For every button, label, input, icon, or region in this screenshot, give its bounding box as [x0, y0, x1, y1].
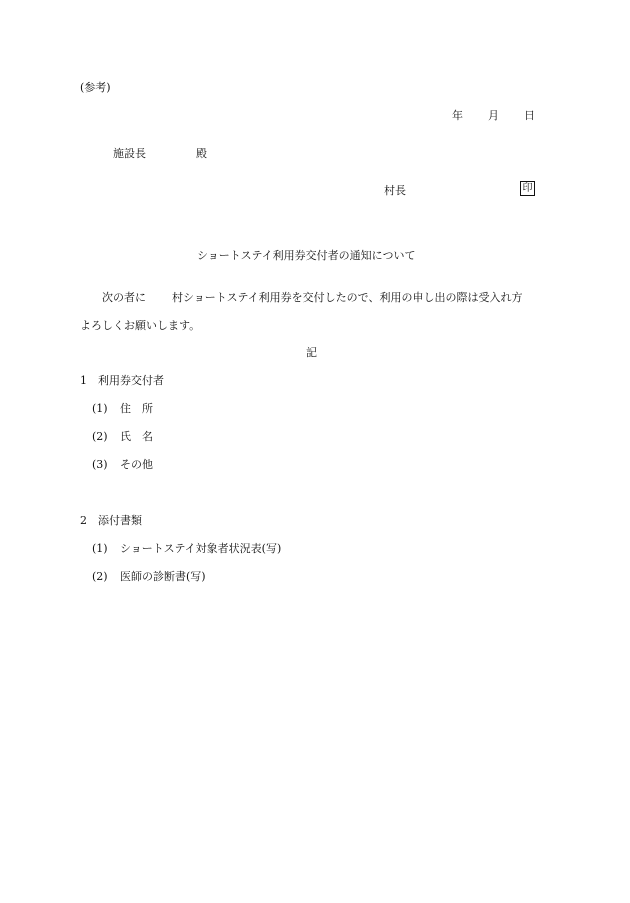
- item-label: 氏 名: [120, 430, 153, 443]
- item-number: (3): [92, 458, 108, 471]
- document-subject: ショートステイ利用券交付者の通知について: [197, 249, 416, 262]
- addressee-name: 施設長: [113, 147, 146, 160]
- ki-marker: 記: [306, 346, 317, 359]
- item-label: ショートステイ対象者状況表(写): [120, 542, 282, 555]
- section2-item: [92, 543, 281, 554]
- date-month: 月: [488, 109, 499, 122]
- section1-item: [92, 403, 153, 414]
- addressee-honorific: 殿: [196, 147, 207, 160]
- body-text-line2: よろしくお願いします。: [80, 319, 201, 332]
- item-label: 住 所: [120, 402, 153, 415]
- date-day: 日: [524, 109, 535, 122]
- section2-title: 2 添付書類: [80, 514, 142, 527]
- sender-name: 村長: [384, 184, 406, 197]
- item-label: その他: [120, 458, 153, 471]
- seal-stamp: 印: [520, 181, 535, 196]
- date-year: 年: [452, 109, 463, 122]
- section1-title: 1 利用券交付者: [80, 374, 164, 387]
- item-number: (2): [92, 430, 108, 443]
- item-label: 医師の診断書(写): [120, 570, 206, 583]
- item-number: (1): [92, 402, 108, 415]
- item-number: (1): [92, 542, 108, 555]
- section1-item: [92, 459, 153, 470]
- reference-label: (参考): [80, 81, 111, 94]
- body-text-line1-part2: 村ショートステイ利用券を交付したので、利用の申し出の際は受入れ方: [172, 291, 523, 304]
- section2-item: [92, 571, 206, 582]
- item-number: (2): [92, 570, 108, 583]
- body-text-line1-part1: 次の者に: [102, 291, 146, 304]
- section1-item: [92, 431, 153, 442]
